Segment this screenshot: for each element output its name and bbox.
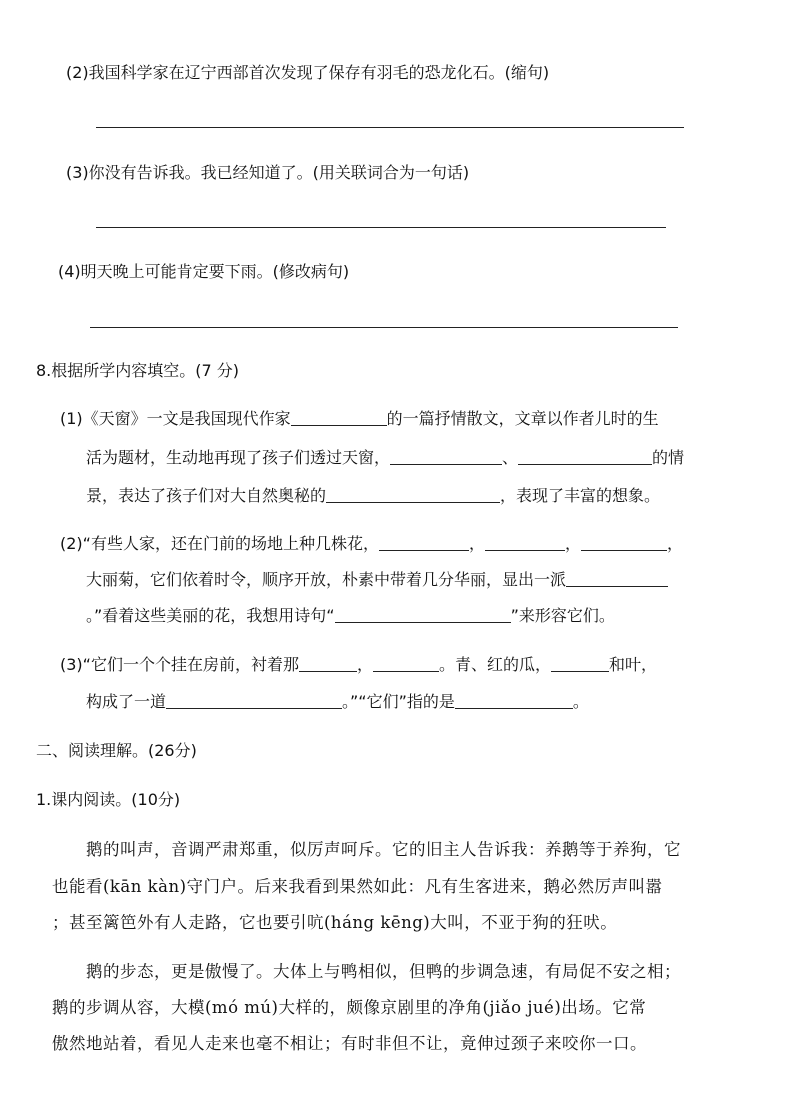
passage-line-2: 也能看(kān kàn)守门户。后来我看到果然如此：凡有生客进来，鹅必然厉声叫嚣 <box>52 877 663 896</box>
text: ， <box>356 655 373 674</box>
q7-item-3: (3)你没有告诉我。我已经知道了。(用关联词合为一句话) <box>66 163 470 182</box>
text: (3)“它们一个个挂在房前，衬着那 <box>60 655 299 674</box>
answer-line-q7-3[interactable] <box>96 226 666 228</box>
answer-line-q7-4[interactable] <box>90 326 678 328</box>
text: (1)《天窗》一文是我国现代作家 <box>60 409 291 428</box>
text: ， <box>564 534 581 553</box>
q7-item-4: (4)明天晚上可能肯定要下雨。(修改病句) <box>58 262 350 281</box>
passage-line-5: 鹅的步调从容，大模(mó mú)大样的，颇像京剧里的净角(jiǎo jué)出场。它常 <box>52 998 647 1017</box>
passage-line-4: 鹅的步态，更是傲慢了。大体上与鸭相似，但鸭的步调急速，有局促不安之相； <box>86 962 681 981</box>
text: 的情 <box>652 448 685 467</box>
text: 景，表达了孩子们对大自然奥秘的 <box>86 486 327 505</box>
text: 。 <box>572 692 589 711</box>
q8-item-2-line-1 <box>60 531 683 554</box>
text: ”来形容它们。 <box>510 606 615 625</box>
q7-item-2: (2)我国科学家在辽宁西部首次发现了保存有羽毛的恐龙化石。(缩句) <box>66 63 550 82</box>
q8-item-1-line-3 <box>86 483 660 506</box>
q8-item-1-line-1 <box>60 406 659 429</box>
blank-scene[interactable] <box>566 570 668 587</box>
blank-poem[interactable] <box>335 606 511 623</box>
passage-line-6: 傲然地站着，看见人走来也毫不相让；有时非但不让，竟伸过颈子来咬你一口。 <box>52 1034 647 1053</box>
text: 、 <box>502 448 519 467</box>
reading-q1-title: 1.课内阅读。(10分) <box>36 790 181 809</box>
q8-title: 8.根据所学内容填空。(7 分) <box>36 361 240 380</box>
blank-3-5[interactable] <box>455 692 573 709</box>
blank-author[interactable] <box>291 409 387 426</box>
text: 。青、红的瓜， <box>438 655 551 674</box>
answer-line-q7-2[interactable] <box>96 126 684 128</box>
blank-scene-1[interactable] <box>390 448 502 465</box>
blank-3-4[interactable] <box>166 692 342 709</box>
blank-flower-1[interactable] <box>379 534 469 551</box>
q8-item-3-line-2 <box>86 689 589 712</box>
text: ，表现了丰富的想象。 <box>500 486 661 505</box>
section-2-title: 二、阅读理解。(26分) <box>36 741 197 760</box>
blank-flower-3[interactable] <box>581 534 667 551</box>
text: 活为题材，生动地再现了孩子们透过天窗， <box>86 448 391 467</box>
q8-item-2-line-3 <box>86 603 615 626</box>
passage-line-3: ；甚至篱笆外有人走路，它也要引吭(háng kēng)大叫，不亚于狗的狂吠。 <box>52 913 618 932</box>
blank-3-2[interactable] <box>373 655 439 672</box>
text: 构成了一道 <box>86 692 167 711</box>
blank-flower-2[interactable] <box>485 534 565 551</box>
text: (2)“有些人家，还在门前的场地上种几株花， <box>60 534 379 553</box>
text: 。”看着这些美丽的花，我想用诗句“ <box>86 606 335 625</box>
text: ， <box>667 534 684 553</box>
q8-item-3-line-1 <box>60 652 657 675</box>
text: 和叶， <box>609 655 658 674</box>
text: ， <box>468 534 485 553</box>
passage-line-1: 鹅的叫声，音调严肃郑重，似厉声呵斥。它的旧主人告诉我：养鹅等于养狗，它 <box>86 840 681 859</box>
blank-3-3[interactable] <box>551 655 609 672</box>
blank-scene-2[interactable] <box>518 448 652 465</box>
blank-attitude[interactable] <box>326 486 500 503</box>
q8-item-2-line-2 <box>86 567 668 590</box>
q8-item-1-line-2 <box>86 445 684 468</box>
text: 大丽菊，它们依着时令，顺序开放，朴素中带着几分华丽，显出一派 <box>86 570 567 589</box>
text: 。”“它们”指的是 <box>342 692 455 711</box>
text: 的一篇抒情散文，文章以作者儿时的生 <box>386 409 659 428</box>
blank-3-1[interactable] <box>299 655 357 672</box>
